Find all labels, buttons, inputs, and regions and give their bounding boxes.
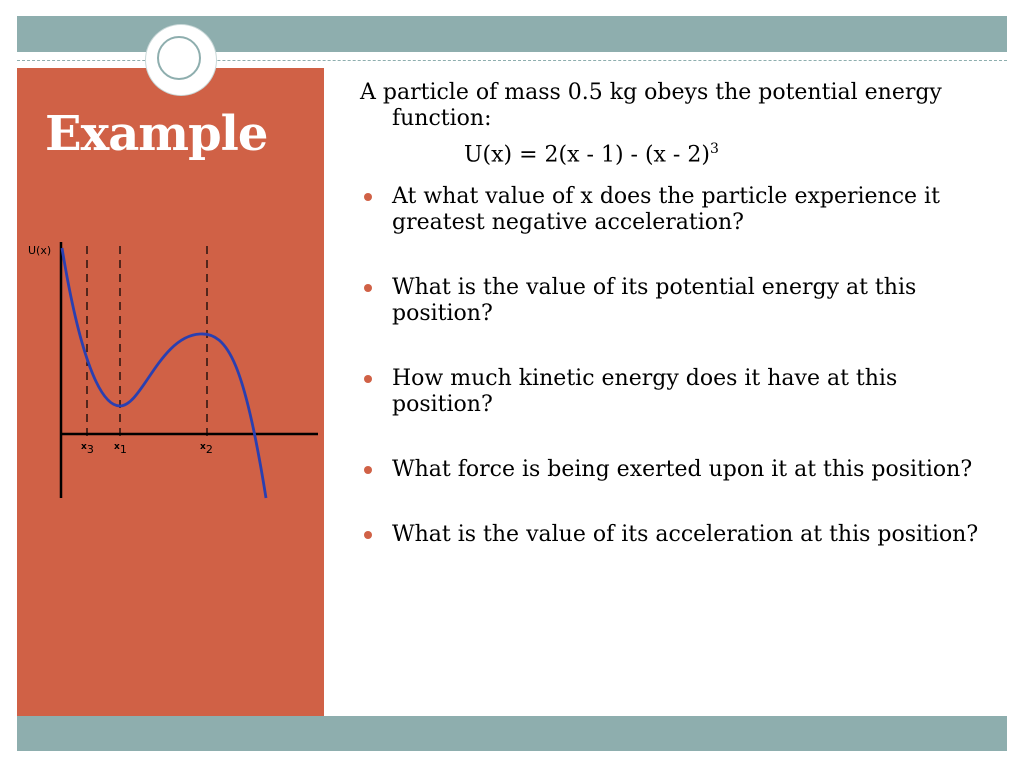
- question-text: What is the value of its acceleration at this position?: [392, 522, 979, 548]
- question-text: What is the value of its potential energy at this position?: [392, 275, 917, 327]
- bottom-band: [17, 716, 1007, 751]
- question-item: [360, 184, 990, 236]
- question-item: [360, 366, 990, 418]
- potential-energy-graph: [28, 236, 325, 506]
- bullet-icon: [364, 193, 372, 201]
- bullet-icon: [364, 531, 372, 539]
- ornament-ring: [157, 36, 201, 80]
- bullet-icon: [364, 284, 372, 292]
- bullet-icon: [364, 375, 372, 383]
- question-list: [360, 184, 990, 548]
- marker-x2-sub: 2: [205, 443, 213, 456]
- marker-x3-base: x: [81, 442, 87, 452]
- marker-label-x1: [114, 442, 127, 456]
- question-text: At what value of x does the particle experience it greatest negative acceleration?: [392, 184, 940, 236]
- y-axis-label: U(x): [28, 244, 52, 257]
- marker-x1-sub: 1: [119, 443, 127, 456]
- marker-x1-base: x: [114, 442, 120, 452]
- slide-content: [360, 80, 990, 587]
- bullet-icon: [364, 466, 372, 474]
- marker-label-x3: [81, 442, 94, 456]
- potential-curve: [62, 248, 266, 498]
- intro-line-2: function:: [392, 106, 492, 131]
- marker-x2-base: x: [200, 442, 206, 452]
- question-text: How much kinetic energy does it have at this position?: [392, 366, 898, 418]
- question-item: [360, 457, 990, 483]
- marker-label-x2: [200, 442, 213, 456]
- question-text: What force is being exerted upon it at this position?: [392, 457, 973, 483]
- slide-title: Example: [45, 106, 268, 162]
- circle-ornament-icon: [146, 25, 216, 95]
- question-item: [360, 522, 990, 548]
- equation-text: U(x) = 2(x - 1) - (x - 2): [464, 142, 710, 168]
- problem-statement: [360, 80, 990, 132]
- equation: [360, 136, 990, 168]
- intro-line-1: A particle of mass 0.5 kg obeys the potential energy: [360, 80, 942, 105]
- equation-exponent: 3: [709, 141, 719, 157]
- marker-x3-sub: 3: [86, 443, 94, 456]
- question-item: [360, 275, 990, 327]
